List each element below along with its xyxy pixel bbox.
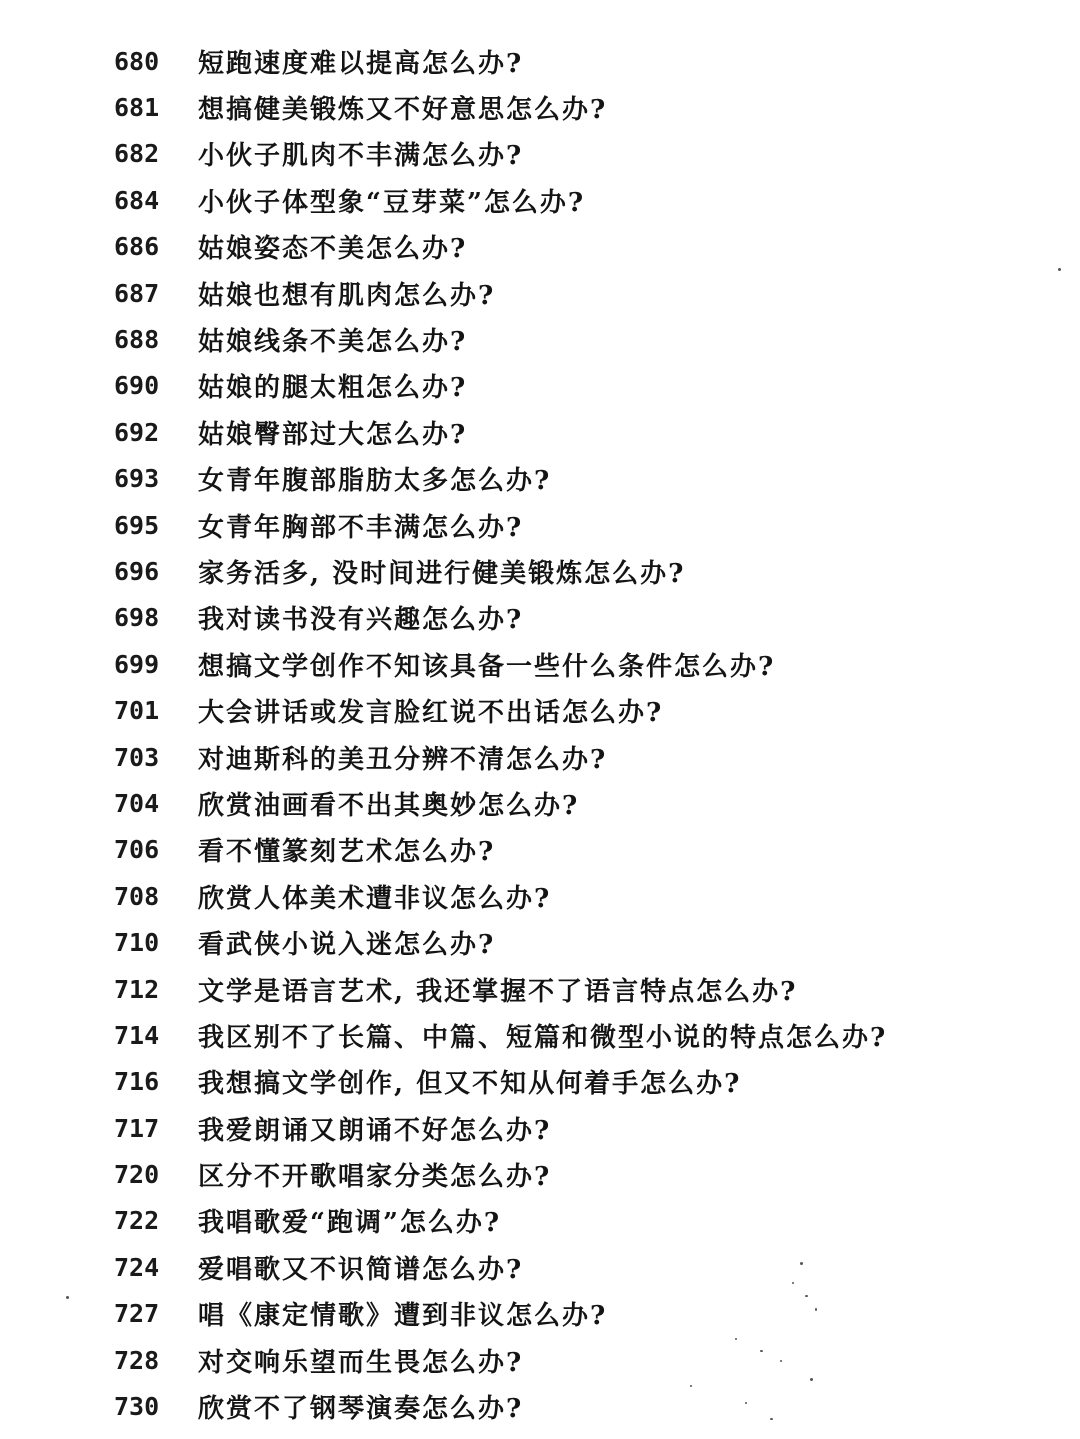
page-number: 696	[114, 556, 160, 586]
toc-entry	[114, 1198, 1014, 1244]
page-number: 693	[114, 464, 160, 494]
page-number: 680	[114, 46, 160, 76]
toc-entry	[114, 1151, 1014, 1197]
scan-speck	[735, 1338, 737, 1340]
toc-entry	[114, 780, 1014, 826]
page-number: 716	[114, 1067, 160, 1097]
entry-title: 姑娘姿态不美怎么办?	[198, 234, 468, 265]
toc-entry	[114, 1105, 1014, 1151]
scan-speck	[760, 1350, 763, 1352]
entry-title: 小伙子体型象“豆芽菜”怎么办?	[198, 187, 586, 218]
page-number: 695	[114, 510, 160, 540]
page-number: 720	[114, 1160, 160, 1190]
page-number: 701	[114, 696, 160, 726]
page-number: 690	[114, 371, 160, 401]
entry-title: 我区别不了长篇、中篇、短篇和微型小说的特点怎么办?	[198, 1022, 888, 1053]
page-number: 708	[114, 881, 160, 911]
toc-entry	[114, 270, 1014, 316]
scan-speck	[1058, 268, 1061, 271]
toc-entry	[114, 456, 1014, 502]
page-number: 686	[114, 232, 160, 262]
page-number: 722	[114, 1206, 160, 1236]
scan-speck	[66, 1296, 69, 1299]
page-number: 728	[114, 1345, 160, 1375]
toc-entry	[114, 734, 1014, 780]
page-number: 688	[114, 325, 160, 355]
scan-speck	[810, 1378, 813, 1381]
entry-title: 爱唱歌又不识简谱怎么办?	[198, 1254, 524, 1285]
entry-title: 欣赏不了钢琴演奏怎么办?	[198, 1394, 524, 1425]
entry-title: 我爱朗诵又朗诵不好怎么办?	[198, 1115, 552, 1146]
entry-title: 想搞文学创作不知该具备一些什么条件怎么办?	[198, 651, 776, 682]
toc-entry	[114, 131, 1014, 177]
entry-title: 女青年腹部脂肪太多怎么办?	[198, 466, 552, 497]
scan-speck	[780, 1360, 782, 1362]
page-number: 712	[114, 974, 160, 1004]
page-number: 730	[114, 1392, 160, 1422]
entry-title: 小伙子肌肉不丰满怎么办?	[198, 141, 524, 172]
toc-entry	[114, 1383, 1014, 1429]
toc-entry	[114, 84, 1014, 130]
toc-entry	[114, 224, 1014, 270]
page-number: 703	[114, 742, 160, 772]
toc-entry	[114, 177, 1014, 223]
toc-entry	[114, 363, 1014, 409]
page-number: 724	[114, 1252, 160, 1282]
entry-title: 姑娘的腿太粗怎么办?	[198, 373, 468, 404]
page-number: 687	[114, 278, 160, 308]
scan-speck	[805, 1295, 808, 1297]
toc-entry	[114, 827, 1014, 873]
toc-entry	[114, 316, 1014, 362]
toc-entry	[114, 919, 1014, 965]
entry-title: 我对读书没有兴趣怎么办?	[198, 605, 524, 636]
entry-title: 看不懂篆刻艺术怎么办?	[198, 837, 496, 868]
entry-title: 欣赏人体美术遭非议怎么办?	[198, 883, 552, 914]
entry-title: 姑娘也想有肌肉怎么办?	[198, 280, 496, 311]
entry-title: 想搞健美锻炼又不好意思怎么办?	[198, 95, 608, 126]
scan-speck	[792, 1282, 794, 1284]
entry-title: 文学是语言艺术, 我还掌握不了语言特点怎么办?	[198, 976, 798, 1007]
page-number: 706	[114, 835, 160, 865]
scan-speck	[745, 1402, 747, 1404]
entry-title: 我想搞文学创作, 但又不知从何着手怎么办?	[198, 1069, 742, 1100]
toc-entry	[114, 1337, 1014, 1383]
toc-entry	[114, 502, 1014, 548]
page-number: 682	[114, 139, 160, 169]
toc-entry	[114, 1291, 1014, 1337]
page-number: 727	[114, 1299, 160, 1329]
toc-entry	[114, 687, 1014, 733]
entry-title: 看武侠小说入迷怎么办?	[198, 930, 496, 961]
scan-speck	[770, 1418, 773, 1420]
toc-entry	[114, 641, 1014, 687]
scan-speck	[690, 1385, 692, 1387]
toc-entry	[114, 595, 1014, 641]
page-number: 699	[114, 649, 160, 679]
page-number: 692	[114, 417, 160, 447]
page-number: 717	[114, 1113, 160, 1143]
page-number: 710	[114, 928, 160, 958]
toc-entry	[114, 1059, 1014, 1105]
page-number: 704	[114, 788, 160, 818]
scan-speck	[800, 1262, 803, 1265]
toc-entry	[114, 966, 1014, 1012]
scan-speck	[815, 1308, 817, 1311]
entry-title: 对交响乐望而生畏怎么办?	[198, 1347, 524, 1378]
toc-entry	[114, 38, 1014, 84]
table-of-contents	[114, 38, 1014, 1430]
entry-title: 女青年胸部不丰满怎么办?	[198, 512, 524, 543]
entry-title: 对迪斯科的美丑分辨不清怎么办?	[198, 744, 608, 775]
page-number: 684	[114, 185, 160, 215]
entry-title: 姑娘臀部过大怎么办?	[198, 419, 468, 450]
page-number: 681	[114, 93, 160, 123]
entry-title: 唱《康定情歌》遭到非议怎么办?	[198, 1301, 608, 1332]
toc-entry	[114, 1012, 1014, 1058]
entry-title: 家务活多, 没时间进行健美锻炼怎么办?	[198, 558, 686, 589]
entry-title: 区分不开歌唱家分类怎么办?	[198, 1162, 552, 1193]
toc-entry	[114, 873, 1014, 919]
entry-title: 大会讲话或发言脸红说不出话怎么办?	[198, 698, 664, 729]
toc-entry	[114, 1244, 1014, 1290]
entry-title: 我唱歌爱“跑调”怎么办?	[198, 1208, 502, 1239]
entry-title: 姑娘线条不美怎么办?	[198, 327, 468, 358]
page-number: 714	[114, 1020, 160, 1050]
toc-entry	[114, 548, 1014, 594]
page-number: 698	[114, 603, 160, 633]
entry-title: 欣赏油画看不出其奥妙怎么办?	[198, 790, 580, 821]
entry-title: 短跑速度难以提高怎么办?	[198, 48, 524, 79]
toc-entry	[114, 409, 1014, 455]
